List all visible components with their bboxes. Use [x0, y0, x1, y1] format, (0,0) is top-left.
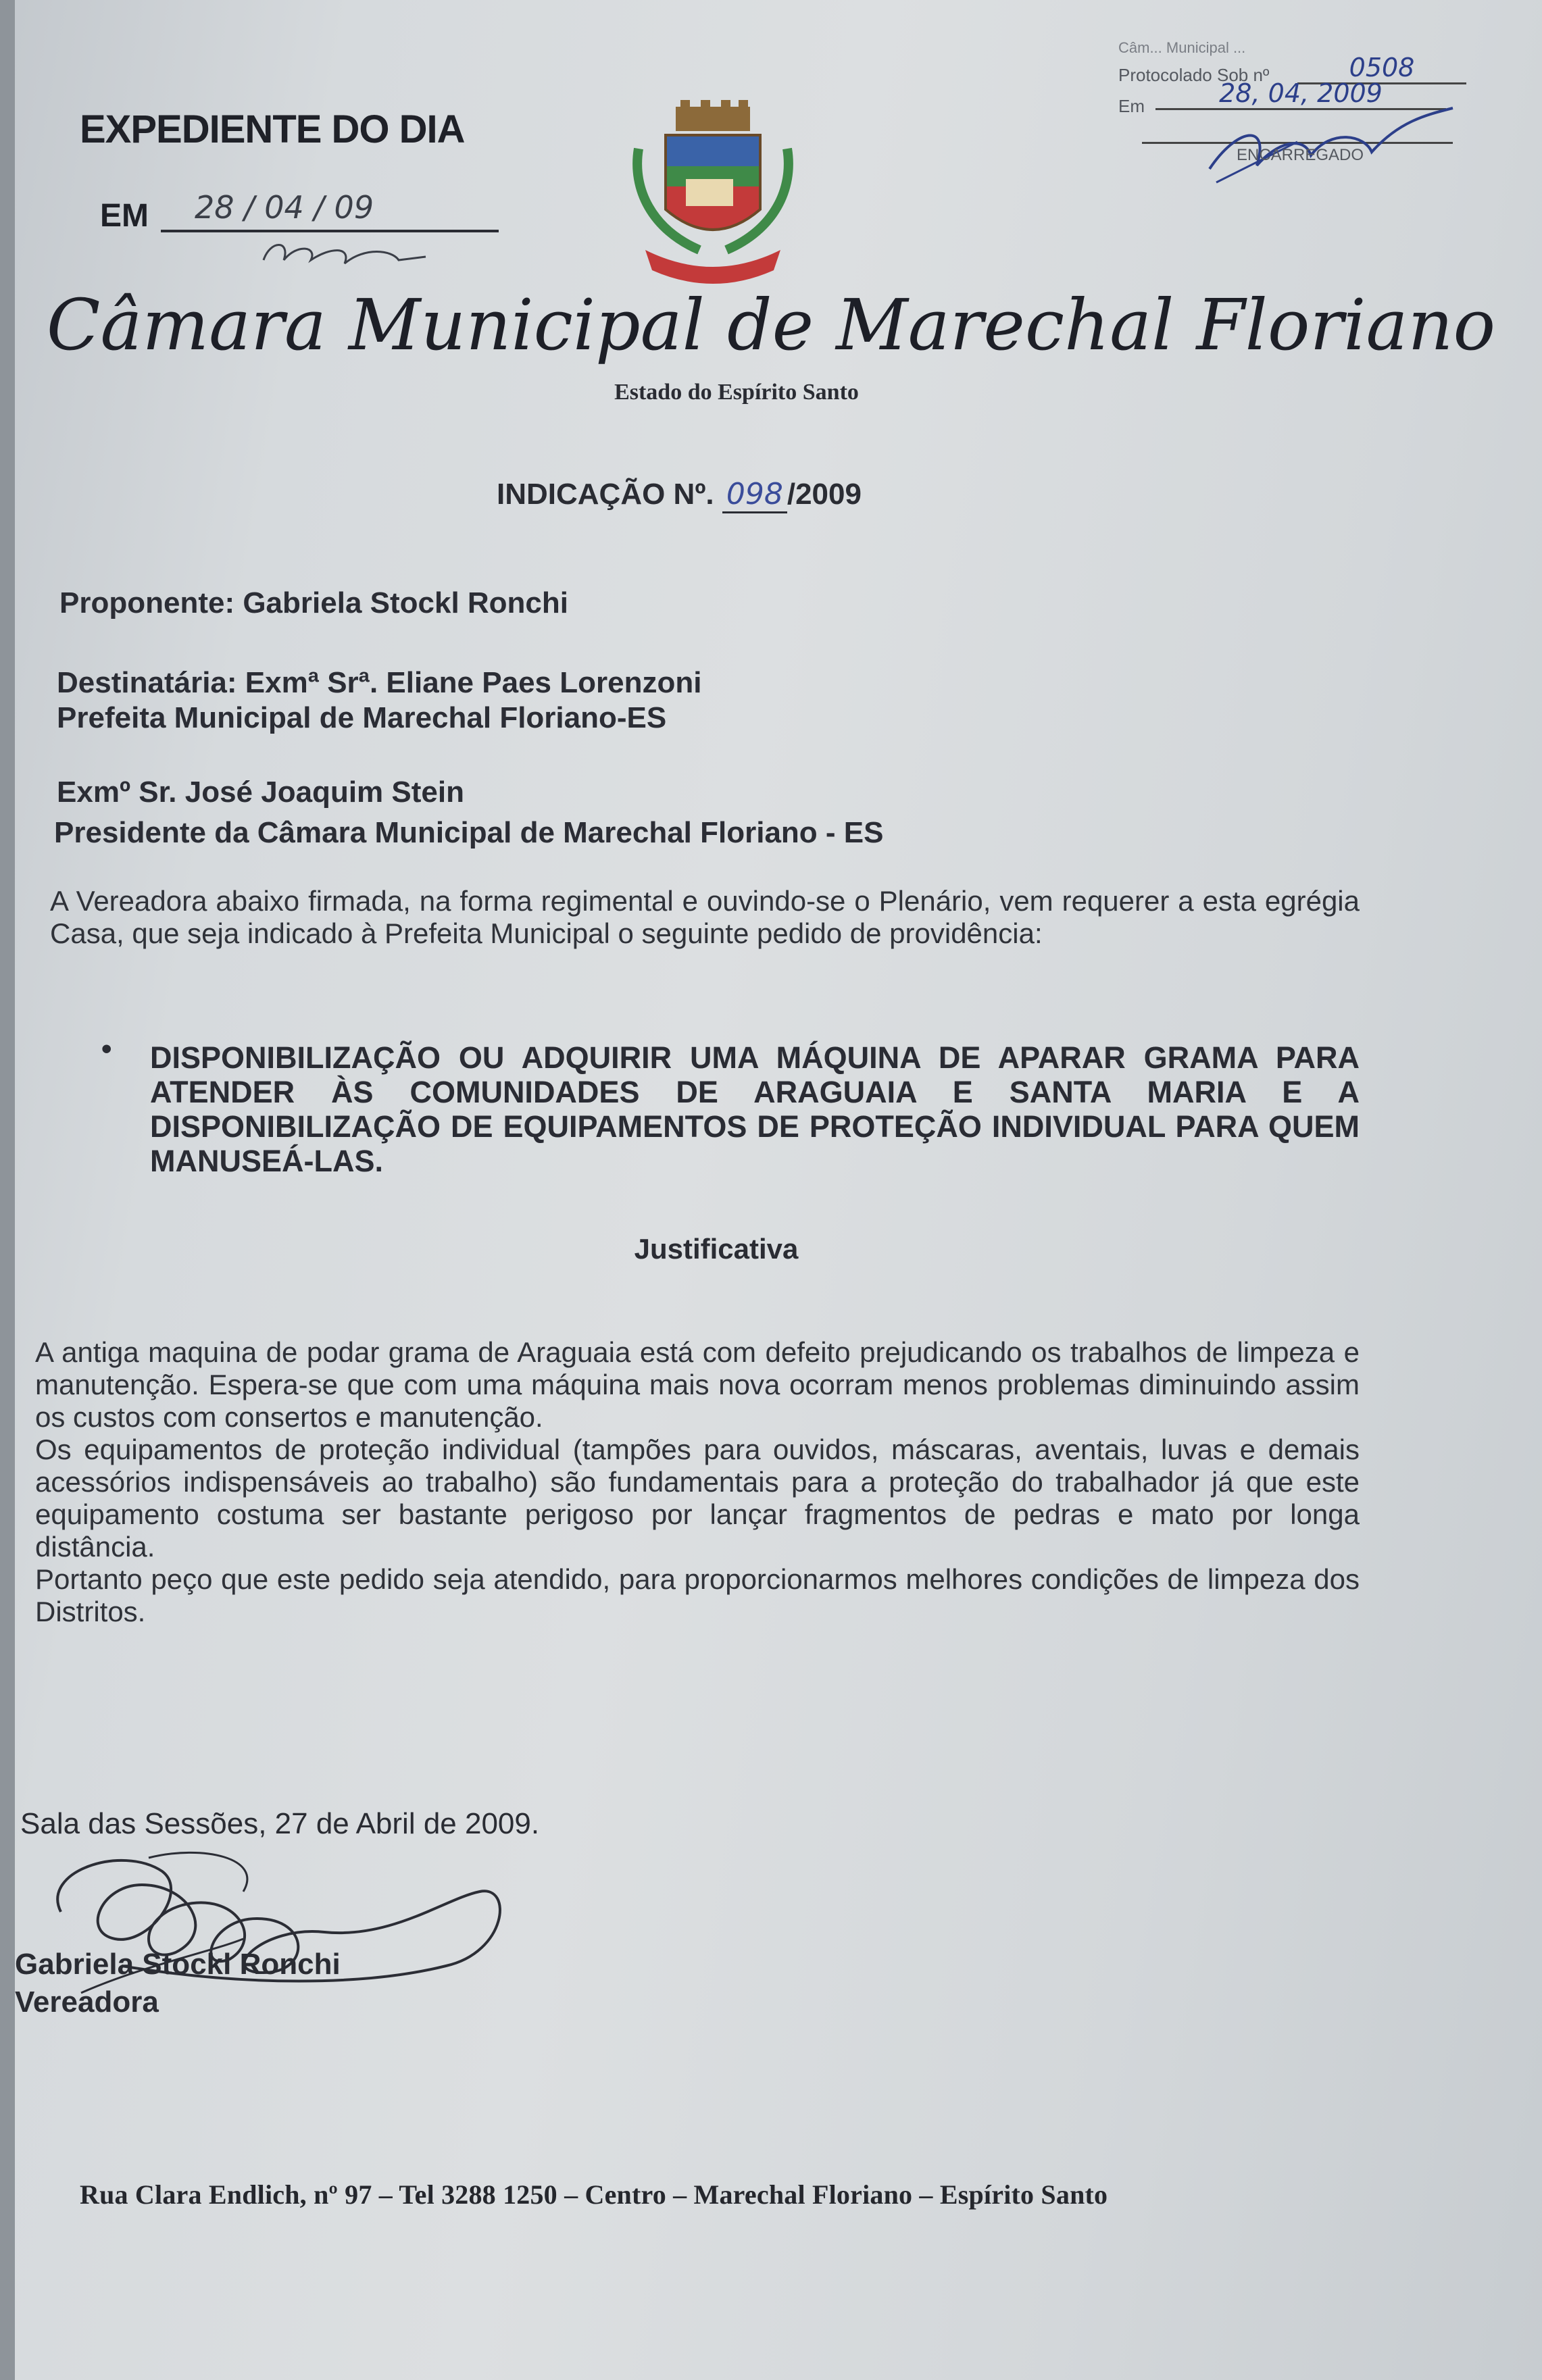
intro-paragraph	[50, 885, 1360, 950]
destinataria-line1: Destinatária: Exmª Srª. Eliane Paes Lorenzoni	[57, 666, 702, 699]
justificativa-title: Justificativa	[634, 1233, 799, 1265]
expediente-title: EXPEDIENTE DO DIA	[80, 107, 465, 151]
expediente-em-label: EM	[100, 198, 149, 234]
signer-name: Gabriela Stockl Ronchi	[15, 1948, 341, 1981]
justificativa-body	[35, 1336, 1360, 1628]
stamp-protocol-label: Protocolado Sob nº	[1118, 65, 1270, 85]
stamp-handwritten-signature	[1196, 101, 1466, 189]
presidente-line1: Exmº Sr. José Joaquim Stein	[57, 776, 464, 809]
presidente-line2: Presidente da Câmara Municipal de Marechal Floriano - ES	[54, 816, 884, 849]
indicacao-year: /2009	[787, 478, 862, 511]
expediente-date-handwritten: 28 / 04 / 09	[195, 189, 374, 226]
organization-name: Câmara Municipal de Marechal Floriano	[46, 284, 1496, 366]
proponente: Proponente: Gabriela Stockl Ronchi	[59, 586, 569, 619]
stamp-date-label: Em	[1118, 96, 1145, 116]
indicacao-heading	[497, 477, 862, 511]
protocol-stamp	[1108, 34, 1487, 189]
stamp-header: Câm... Municipal ...	[1118, 39, 1246, 56]
expediente-date	[161, 189, 499, 232]
coat-of-arms-emblem	[625, 95, 801, 290]
justificativa-paragraph-1: A antiga maquina de podar grama de Araguaia está com defeito prejudicando os trabalhos de limpeza e manutenção. Espera-se que com uma máquina mais nova ocorram menos problemas diminuindo assim os custos com consertos e manutenção.	[35, 1336, 1360, 1433]
bullet-icon: •	[101, 1032, 112, 1065]
stamp-date-value: 28, 04, 2009	[1155, 78, 1446, 110]
place-date: Sala das Sessões, 27 de Abril de 2009.	[20, 1807, 540, 1840]
justificativa-paragraph-2: Os equipamentos de proteção individual (tampões para ouvidos, máscaras, aventais, luvas e demais acessórios indispensáveis ao trabalho) são fundamentais para a proteção do trabalhador já que este equipamento costuma ser bastante perigoso por lançar fragmentos de pedras e mato por longa distância.	[35, 1434, 1360, 1563]
stamp-protocol-number: 0508	[1297, 53, 1466, 84]
expediente-initials	[257, 233, 446, 280]
organization-state: Estado do Espírito Santo	[614, 380, 859, 405]
signer-role: Vereadora	[15, 1985, 159, 2019]
footer-address: Rua Clara Endlich, nº 97 – Tel 3288 1250 – Centro – Marechal Floriano – Espírito Santo	[80, 2179, 1108, 2210]
signer-block	[15, 1946, 341, 2021]
intro-text: A Vereadora abaixo firmada, na forma regimental e ouvindo-se o Plenário, vem requerer a esta egrégia Casa, que seja indicado à Prefeita Municipal o seguinte pedido de providência:	[50, 885, 1360, 949]
indicacao-number: 098	[722, 477, 787, 513]
destinataria-line2: Prefeita Municipal de Marechal Floriano-ES	[57, 701, 667, 734]
stamp-officer-label: ENCARREGADO	[1237, 146, 1364, 164]
indicacao-label: INDICAÇÃO Nº.	[497, 478, 714, 511]
justificativa-paragraph-3: Portanto peço que este pedido seja atendido, para proporcionarmos melhores condições de limpeza dos Distritos.	[35, 1563, 1360, 1627]
request-text: DISPONIBILIZAÇÃO OU ADQUIRIR UMA MÁQUINA DE APARAR GRAMA PARA ATENDER ÀS COMUNIDADES DE ARAGUAIA E SANTA MARIA E A DISPONIBILIZAÇÃO DE EQUIPAMENTOS DE PROTEÇÃO INDIVIDUAL PARA QUEM MANUSEÁ-LAS.	[150, 1040, 1360, 1178]
